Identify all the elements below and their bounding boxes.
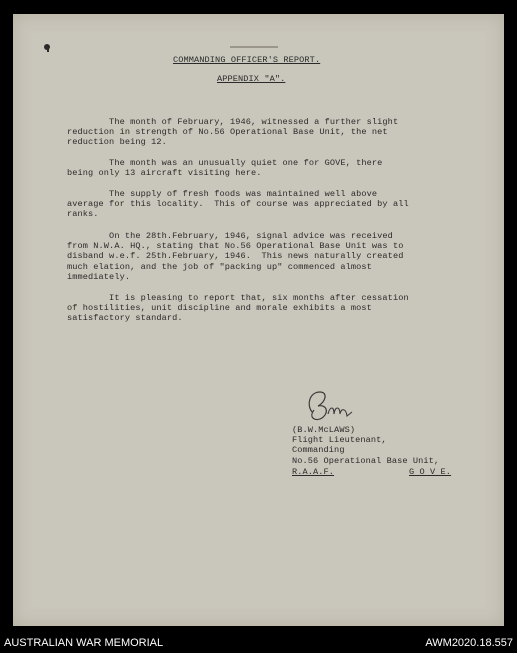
report-title: COMMANDING OFFICER'S REPORT. xyxy=(173,55,321,65)
footer-accession-number: AWM2020.18.557 xyxy=(425,637,513,649)
footer-credit: AUSTRALIAN WAR MEMORIAL xyxy=(4,637,164,649)
signatory-location: G O V E. xyxy=(409,467,452,477)
header-pencil-mark xyxy=(230,46,278,48)
pin-mark-tail xyxy=(47,48,49,52)
signatory-rank: Flight Lieutenant, xyxy=(292,435,387,445)
paragraph-3: The supply of fresh foods was maintained well above average for this locality. This of course was appreciated by all ranks. xyxy=(67,189,409,220)
paragraph-5: It is pleasing to report that, six months after cessation of hostilities, unit discipline and morale exhibits a most satisfactory standard. xyxy=(67,293,409,324)
signatory-service: R.A.A.F. xyxy=(292,467,335,477)
signatory-role: Commanding xyxy=(292,445,345,455)
handwritten-signature xyxy=(300,386,360,426)
appendix-heading: APPENDIX "A". xyxy=(217,74,286,84)
paragraph-2: The month was an unusually quiet one for GOVE, there being only 13 aircraft visiting here. xyxy=(67,158,383,179)
paragraph-4: On the 28th.February, 1946, signal advice was received from N.W.A. HQ., stating that No.56 Operational Base Unit was to disband w.e.f. 25th.February, 1946. This news naturally created much elation, and the job of "packing up" commenced almost immediately. xyxy=(67,231,404,282)
paragraph-1: The month of February, 1946, witnessed a further slight reduction in strength of No.56 Operational Base Unit, the net reduction being 12. xyxy=(67,117,399,148)
signatory-name: (B.W.McLAWS) xyxy=(292,425,356,435)
signatory-unit: No.56 Operational Base Unit, xyxy=(292,456,440,466)
